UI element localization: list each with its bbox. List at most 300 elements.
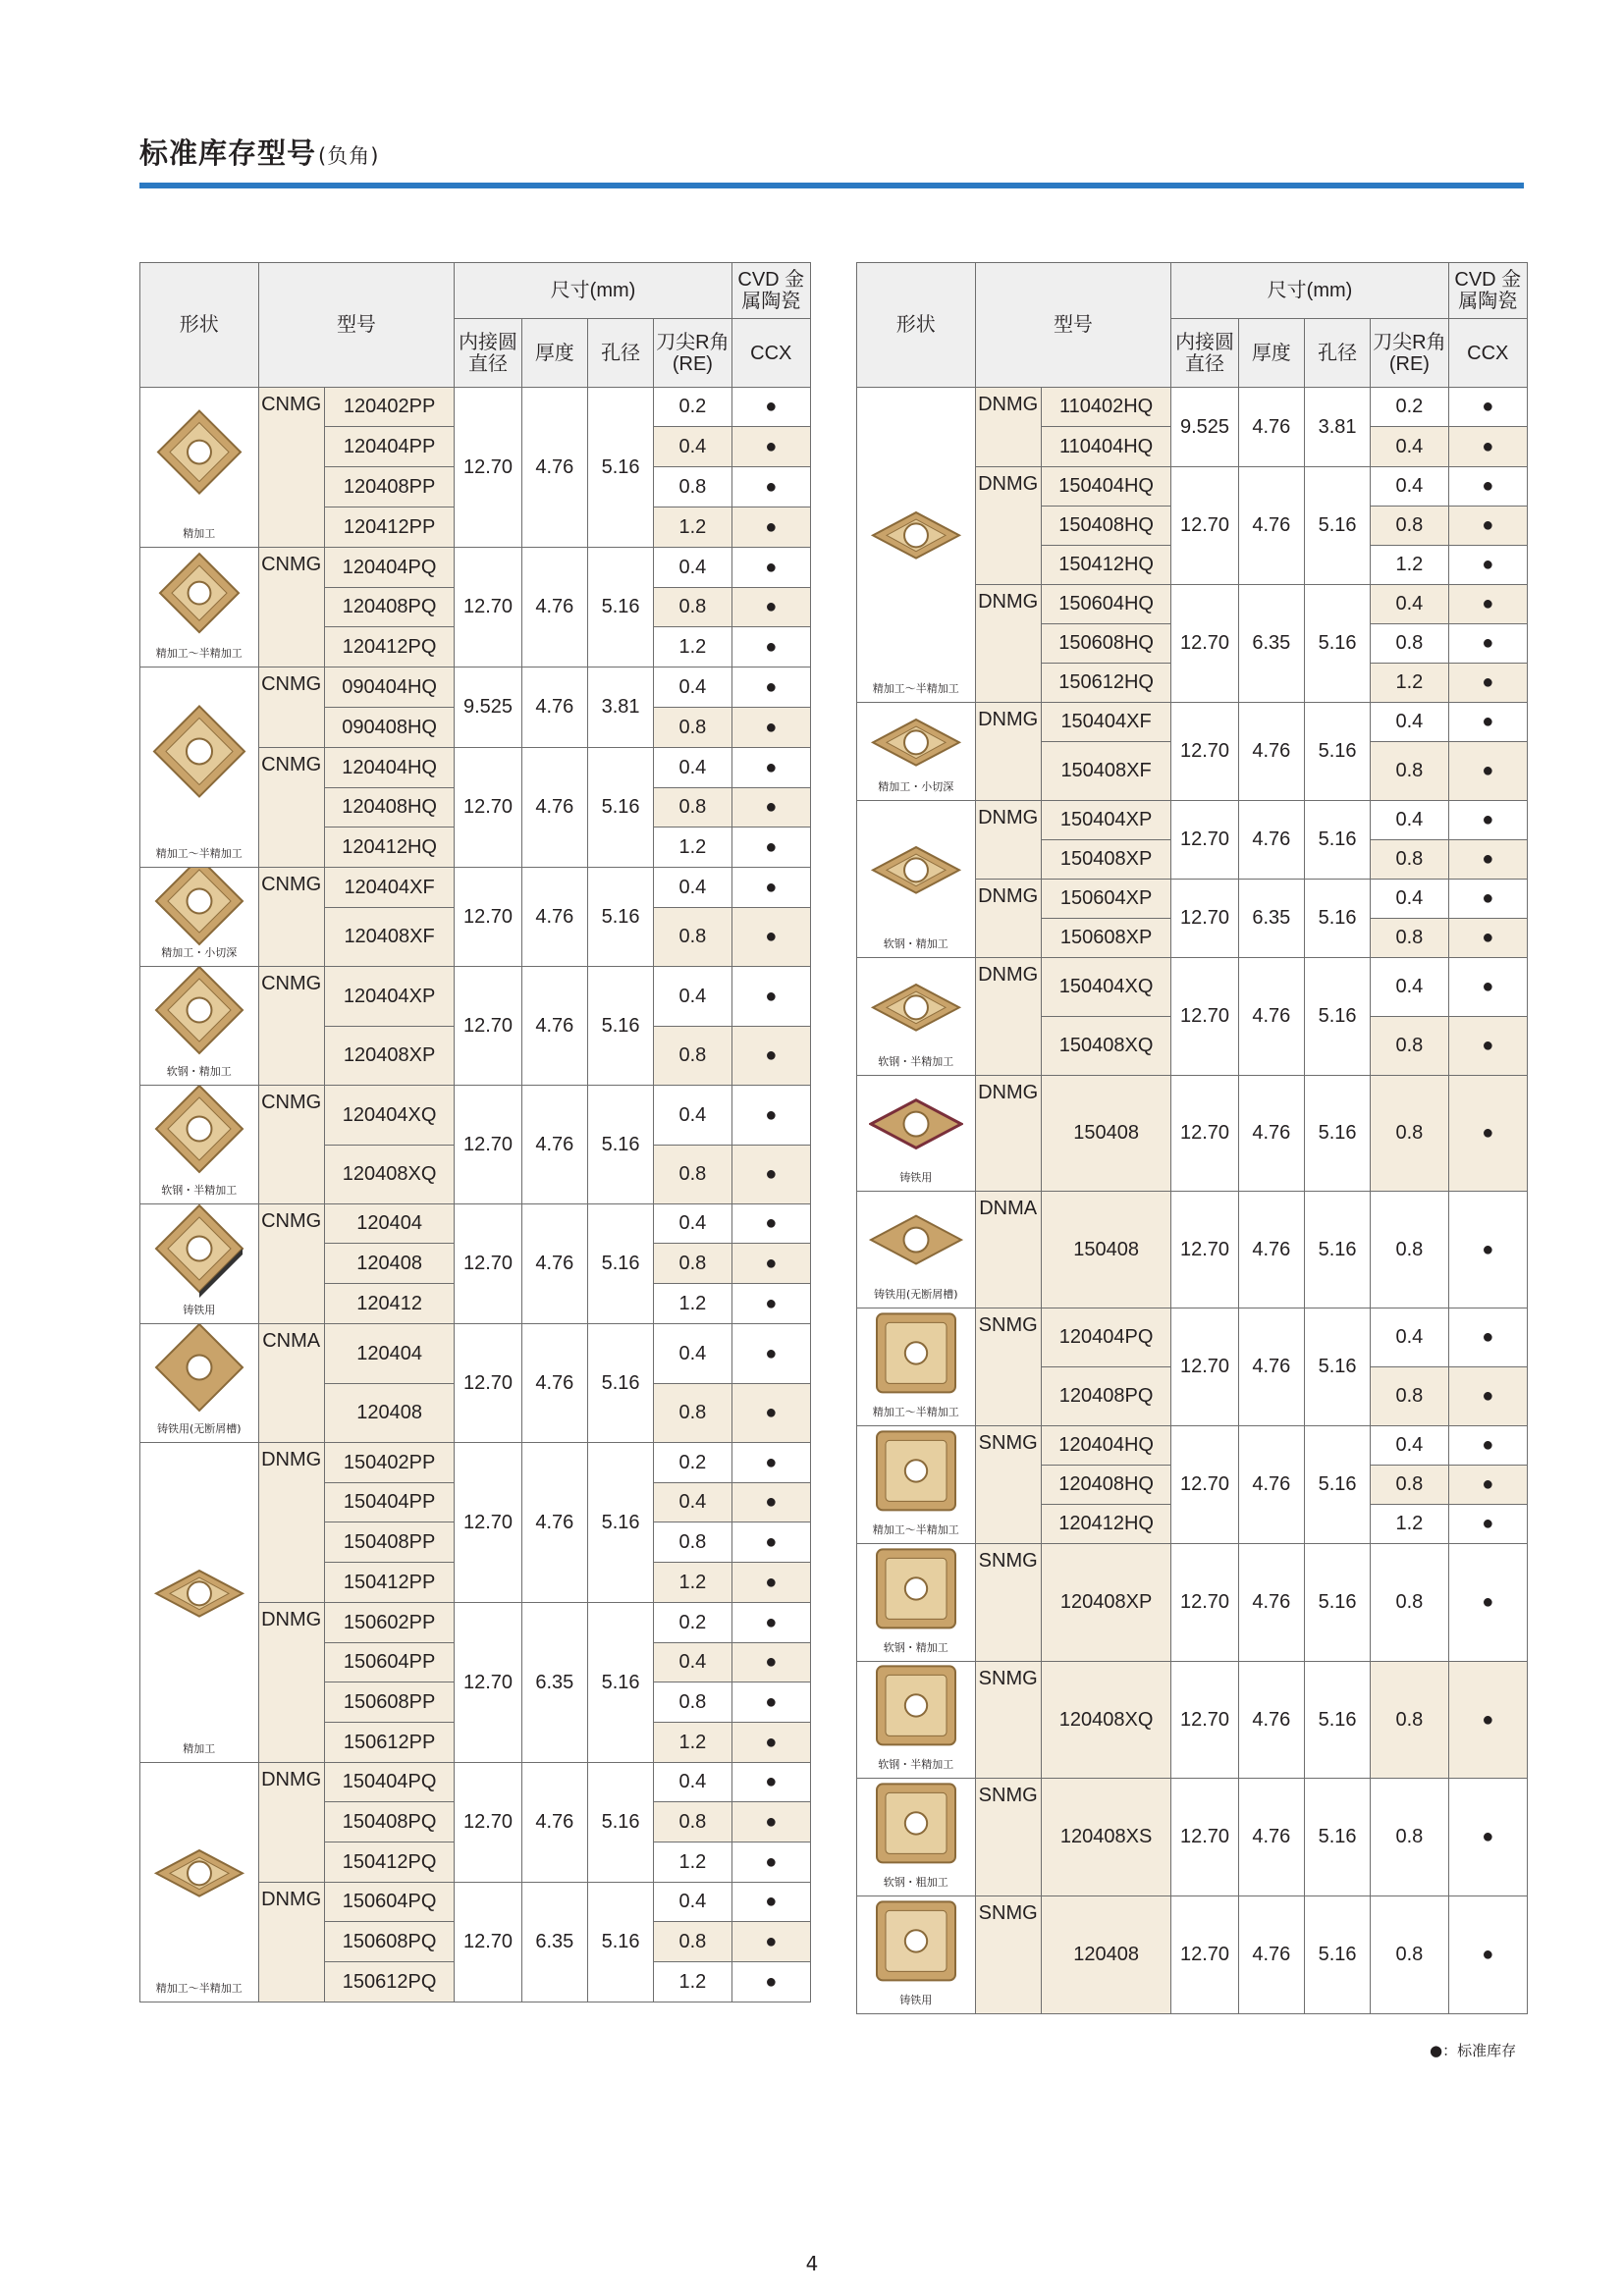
model-code: 120408 xyxy=(324,1244,455,1284)
insert-icon xyxy=(154,407,244,502)
model-prefix: DNMG xyxy=(975,801,1041,880)
stock-dot: ● xyxy=(1448,919,1527,958)
hole-value: 5.16 xyxy=(1304,801,1370,880)
stock-dot: ● xyxy=(731,548,810,588)
model-code: 150404XF xyxy=(1041,703,1171,742)
thickness-value: 4.76 xyxy=(1238,1308,1304,1426)
stock-dot: ● xyxy=(731,507,810,548)
model-code: 150412PQ xyxy=(324,1842,455,1883)
model-code: 090404HQ xyxy=(324,667,455,708)
table-row xyxy=(140,967,811,1027)
insert-icon xyxy=(152,1086,246,1181)
stock-dot: ● xyxy=(731,1922,810,1962)
model-prefix: DNMA xyxy=(975,1192,1041,1308)
stock-dot: ● xyxy=(1448,467,1527,507)
hole-value: 5.16 xyxy=(1304,1779,1370,1896)
shape-caption: 精加工～半精加工 xyxy=(155,1982,243,1995)
model-code: 120408PP xyxy=(324,467,455,507)
hole-value: 5.16 xyxy=(587,967,653,1086)
insert-icon xyxy=(152,1324,246,1419)
table-row xyxy=(857,1308,1528,1367)
insert-icon xyxy=(874,1310,958,1399)
radius-value: 0.8 xyxy=(1371,1466,1448,1505)
radius-value: 0.8 xyxy=(654,1922,731,1962)
stock-dot: ● xyxy=(731,1027,810,1086)
model-prefix: CNMG xyxy=(258,868,324,967)
model-code: 120402PP xyxy=(324,388,455,427)
model-code: 150612PP xyxy=(324,1723,455,1763)
model-code: 150604PP xyxy=(324,1643,455,1682)
stock-dot: ● xyxy=(1448,1505,1527,1544)
table-row xyxy=(140,1443,811,1483)
model-code: 120408PQ xyxy=(1041,1367,1171,1426)
thickness-value: 4.76 xyxy=(521,967,587,1086)
shape-cell xyxy=(857,1192,976,1308)
radius-value: 0.4 xyxy=(1371,427,1448,467)
insert-icon xyxy=(152,967,246,1062)
shape-caption: 精加工～半精加工 xyxy=(872,1523,959,1536)
model-code: 150612PQ xyxy=(324,1962,455,2002)
radius-value: 0.2 xyxy=(654,388,731,427)
shape-cell xyxy=(140,1443,259,1763)
model-prefix: DNMG xyxy=(975,703,1041,801)
hole-value: 5.16 xyxy=(1304,467,1370,585)
ic-value: 12.70 xyxy=(1171,1076,1238,1192)
model-code: 120412PP xyxy=(324,507,455,548)
model-prefix: CNMG xyxy=(258,548,324,667)
stock-dot: ● xyxy=(731,1603,810,1643)
header-shape: 形状 xyxy=(140,263,259,388)
shape-cell xyxy=(857,703,976,801)
stock-dot: ● xyxy=(731,627,810,667)
model-prefix: DNMG xyxy=(975,1076,1041,1192)
stock-dot: ● xyxy=(1448,664,1527,703)
insert-icon xyxy=(871,845,961,899)
thickness-value: 4.76 xyxy=(1238,467,1304,585)
radius-value: 0.4 xyxy=(1371,801,1448,840)
radius-value: 1.2 xyxy=(654,627,731,667)
table-row xyxy=(140,868,811,908)
hole-value: 5.16 xyxy=(587,748,653,868)
stock-dot: ● xyxy=(1448,1896,1527,2014)
table-row xyxy=(857,1192,1528,1308)
radius-value: 0.8 xyxy=(1371,1662,1448,1779)
shape-cell xyxy=(140,967,259,1086)
model-code: 150404XP xyxy=(1041,801,1171,840)
thickness-value: 4.76 xyxy=(521,1204,587,1324)
hole-value: 5.16 xyxy=(1304,1544,1370,1662)
stock-dot: ● xyxy=(1448,427,1527,467)
stock-dot: ● xyxy=(731,1763,810,1802)
model-code: 150408XP xyxy=(1041,840,1171,880)
ic-value: 12.70 xyxy=(1171,703,1238,801)
radius-value: 0.4 xyxy=(654,1204,731,1244)
insert-icon xyxy=(152,1204,246,1300)
radius-value: 0.8 xyxy=(1371,1192,1448,1308)
header-grade-ccx: CCX xyxy=(1448,319,1527,388)
hole-value: 5.16 xyxy=(587,1603,653,1763)
page-subtitle: (负角) xyxy=(318,144,380,168)
model-code: 120408XP xyxy=(324,1027,455,1086)
stock-dot: ● xyxy=(731,1522,810,1563)
header-thickness: 厚度 xyxy=(1238,319,1304,388)
ic-value: 12.70 xyxy=(1171,467,1238,585)
radius-value: 0.4 xyxy=(1371,703,1448,742)
thickness-value: 4.76 xyxy=(1238,1779,1304,1896)
table-row xyxy=(140,667,811,708)
stock-dot: ● xyxy=(1448,742,1527,801)
radius-value: 0.4 xyxy=(654,548,731,588)
thickness-value: 4.76 xyxy=(521,1324,587,1443)
stock-dot: ● xyxy=(1448,1308,1527,1367)
title-rule xyxy=(139,183,1524,188)
model-prefix: SNMG xyxy=(975,1662,1041,1779)
radius-value: 0.8 xyxy=(1371,840,1448,880)
thickness-value: 4.76 xyxy=(1238,1426,1304,1544)
stock-dot: ● xyxy=(731,788,810,828)
model-code: 120408XQ xyxy=(324,1146,455,1204)
header-grade-group: CVD 金属陶瓷 xyxy=(731,263,810,319)
insert-icon xyxy=(150,702,248,804)
table-row xyxy=(857,801,1528,840)
insert-icon xyxy=(871,510,961,564)
radius-value: 0.2 xyxy=(1371,388,1448,427)
shape-caption: 精加工 xyxy=(183,1742,216,1755)
model-code: 120408HQ xyxy=(1041,1466,1171,1505)
model-code: 120404XP xyxy=(324,967,455,1027)
table-row xyxy=(857,1896,1528,2014)
radius-value: 0.8 xyxy=(1371,919,1448,958)
radius-value: 0.8 xyxy=(654,708,731,748)
radius-value: 0.2 xyxy=(654,1443,731,1483)
shape-cell xyxy=(140,667,259,868)
ic-value: 9.525 xyxy=(455,667,521,748)
stock-dot: ● xyxy=(1448,388,1527,427)
thickness-value: 4.76 xyxy=(521,1086,587,1204)
model-code: 120404PQ xyxy=(324,548,455,588)
shape-caption: 软钢・精加工 xyxy=(883,1641,948,1654)
radius-value: 0.4 xyxy=(654,1643,731,1682)
radius-value: 1.2 xyxy=(1371,1505,1448,1544)
shape-cell xyxy=(857,958,976,1076)
hole-value: 3.81 xyxy=(587,667,653,748)
model-code: 120408XF xyxy=(324,908,455,967)
stock-dot: ● xyxy=(731,1842,810,1883)
model-code: 150604PQ xyxy=(324,1883,455,1922)
stock-dot: ● xyxy=(731,388,810,427)
model-code: 120408 xyxy=(1041,1896,1171,2014)
ic-value: 12.70 xyxy=(455,967,521,1086)
table-row xyxy=(857,1426,1528,1466)
stock-dot: ● xyxy=(1448,1544,1527,1662)
model-prefix: CNMG xyxy=(258,748,324,868)
model-prefix: CNMG xyxy=(258,967,324,1086)
radius-value: 0.8 xyxy=(654,1802,731,1842)
shape-caption: 软钢・精加工 xyxy=(883,937,948,950)
model-code: 120412HQ xyxy=(324,828,455,868)
hole-value: 5.16 xyxy=(1304,1076,1370,1192)
radius-value: 0.8 xyxy=(654,1244,731,1284)
radius-value: 0.8 xyxy=(1371,624,1448,664)
shape-cell xyxy=(140,868,259,967)
shape-caption: 精加工・小切深 xyxy=(878,780,954,793)
stock-dot: ● xyxy=(731,1723,810,1763)
model-prefix: DNMG xyxy=(258,1603,324,1763)
radius-value: 1.2 xyxy=(654,1723,731,1763)
hole-value: 5.16 xyxy=(587,1443,653,1603)
radius-value: 0.4 xyxy=(654,967,731,1027)
header-grade-group: CVD 金属陶瓷 xyxy=(1448,263,1527,319)
model-code: 150408 xyxy=(1041,1076,1171,1192)
table-row xyxy=(857,1779,1528,1896)
stock-dot: ● xyxy=(731,1244,810,1284)
stock-dot: ● xyxy=(731,1483,810,1522)
model-code: 120404XQ xyxy=(324,1086,455,1146)
model-code: 150408HQ xyxy=(1041,507,1171,546)
ic-value: 12.70 xyxy=(1171,1308,1238,1426)
stock-dot: ● xyxy=(1448,546,1527,585)
model-code: 150408PP xyxy=(324,1522,455,1563)
stock-dot: ● xyxy=(731,908,810,967)
stock-dot: ● xyxy=(1448,507,1527,546)
ic-value: 12.70 xyxy=(1171,585,1238,703)
stock-dot: ● xyxy=(731,467,810,507)
radius-value: 0.8 xyxy=(1371,1544,1448,1662)
hole-value: 5.16 xyxy=(1304,585,1370,703)
shape-cell xyxy=(857,1426,976,1544)
ic-value: 12.70 xyxy=(1171,1779,1238,1896)
ic-value: 12.70 xyxy=(1171,958,1238,1076)
radius-value: 0.4 xyxy=(1371,1308,1448,1367)
header-radius: 刀尖R角 (RE) xyxy=(1371,319,1448,388)
radius-value: 0.8 xyxy=(1371,1076,1448,1192)
model-code: 120408PQ xyxy=(324,588,455,627)
shape-caption: 精加工・小切深 xyxy=(161,946,238,959)
shape-caption: 铸铁用(无断屑槽) xyxy=(873,1288,958,1301)
radius-value: 0.8 xyxy=(654,908,731,967)
radius-value: 0.4 xyxy=(654,667,731,708)
hole-value: 5.16 xyxy=(587,1324,653,1443)
model-code: 120412HQ xyxy=(1041,1505,1171,1544)
legend: ●：标准库存 xyxy=(1430,2042,1517,2059)
model-code: 150412HQ xyxy=(1041,546,1171,585)
radius-value: 0.4 xyxy=(654,1883,731,1922)
insert-icon xyxy=(152,868,246,953)
shape-cell xyxy=(140,388,259,548)
table-row xyxy=(140,1324,811,1384)
thickness-value: 4.76 xyxy=(1238,1076,1304,1192)
radius-value: 1.2 xyxy=(654,1284,731,1324)
model-code: 120408HQ xyxy=(324,788,455,828)
model-prefix: SNMG xyxy=(975,1779,1041,1896)
radius-value: 0.8 xyxy=(1371,1779,1448,1896)
radius-value: 0.8 xyxy=(1371,1017,1448,1076)
shape-caption: 铸铁用 xyxy=(899,1994,933,2006)
stock-dot: ● xyxy=(731,1086,810,1146)
radius-value: 0.4 xyxy=(654,1324,731,1384)
shape-cell xyxy=(140,1204,259,1324)
shape-caption: 铸铁用 xyxy=(899,1171,933,1184)
model-code: 150408XF xyxy=(1041,742,1171,801)
thickness-value: 4.76 xyxy=(1238,388,1304,467)
ic-value: 12.70 xyxy=(1171,801,1238,880)
model-prefix: SNMG xyxy=(975,1426,1041,1544)
insert-icon xyxy=(154,1569,244,1623)
model-prefix: DNMG xyxy=(258,1883,324,2002)
radius-value: 0.8 xyxy=(1371,1896,1448,2014)
stock-dot: ● xyxy=(731,1146,810,1204)
model-code: 120404PQ xyxy=(1041,1308,1171,1367)
radius-value: 0.4 xyxy=(1371,1426,1448,1466)
model-prefix: DNMG xyxy=(975,958,1041,1076)
stock-dot: ● xyxy=(1448,1779,1527,1896)
stock-dot: ● xyxy=(731,1284,810,1324)
model-code: 150608PP xyxy=(324,1682,455,1723)
header-hole: 孔径 xyxy=(1304,319,1370,388)
hole-value: 5.16 xyxy=(587,1763,653,1883)
model-code: 120408XP xyxy=(1041,1544,1171,1662)
model-code: 110402HQ xyxy=(1041,388,1171,427)
model-code: 150408 xyxy=(1041,1192,1171,1308)
ic-value: 12.70 xyxy=(1171,1426,1238,1544)
table-row xyxy=(857,1662,1528,1779)
hole-value: 3.81 xyxy=(1304,388,1370,467)
radius-value: 1.2 xyxy=(1371,546,1448,585)
stock-dot: ● xyxy=(1448,880,1527,919)
stock-dot: ● xyxy=(1448,624,1527,664)
hole-value: 5.16 xyxy=(1304,1308,1370,1426)
shape-caption: 精加工～半精加工 xyxy=(155,847,243,860)
ic-value: 12.70 xyxy=(455,1883,521,2002)
insert-icon xyxy=(874,1546,958,1634)
shape-caption: 软钢・半精加工 xyxy=(878,1758,954,1771)
shape-caption: 精加工～半精加工 xyxy=(872,1406,959,1418)
ic-value: 12.70 xyxy=(455,1763,521,1883)
shape-cell xyxy=(857,1896,976,2014)
model-code: 150408PQ xyxy=(324,1802,455,1842)
model-code: 150404PP xyxy=(324,1483,455,1522)
model-code: 090408HQ xyxy=(324,708,455,748)
model-prefix: SNMG xyxy=(975,1308,1041,1426)
page-number: 4 xyxy=(805,2252,819,2275)
header-thickness: 厚度 xyxy=(521,319,587,388)
radius-value: 0.8 xyxy=(1371,507,1448,546)
ic-value: 12.70 xyxy=(455,388,521,548)
model-prefix: DNMG xyxy=(975,388,1041,467)
shape-cell xyxy=(857,1076,976,1192)
radius-value: 1.2 xyxy=(654,507,731,548)
model-code: 150412PP xyxy=(324,1563,455,1603)
stock-dot: ● xyxy=(731,1682,810,1723)
shape-cell xyxy=(140,1763,259,2002)
shape-caption: 铸铁用(无断屑槽) xyxy=(156,1422,242,1435)
shape-cell xyxy=(857,1662,976,1779)
model-code: 150404PQ xyxy=(324,1763,455,1802)
stock-dot: ● xyxy=(731,1802,810,1842)
table-row xyxy=(857,388,1528,427)
stock-dot: ● xyxy=(731,427,810,467)
shape-cell xyxy=(857,1544,976,1662)
model-code: 150404XQ xyxy=(1041,958,1171,1017)
radius-value: 0.4 xyxy=(1371,958,1448,1017)
header-shape: 形状 xyxy=(857,263,976,388)
model-prefix: SNMG xyxy=(975,1896,1041,2014)
radius-value: 0.4 xyxy=(1371,585,1448,624)
thickness-value: 4.76 xyxy=(521,1443,587,1603)
stock-dot: ● xyxy=(1448,801,1527,840)
stock-dot: ● xyxy=(731,1384,810,1443)
radius-value: 0.8 xyxy=(1371,742,1448,801)
ic-value: 12.70 xyxy=(1171,1192,1238,1308)
radius-value: 1.2 xyxy=(654,1842,731,1883)
shape-caption: 精加工 xyxy=(183,527,216,540)
hole-value: 5.16 xyxy=(587,868,653,967)
ic-value: 12.70 xyxy=(1171,1544,1238,1662)
stock-dot: ● xyxy=(1448,703,1527,742)
ic-value: 12.70 xyxy=(455,1443,521,1603)
thickness-value: 4.76 xyxy=(521,868,587,967)
table-row xyxy=(857,1544,1528,1662)
stock-dot: ● xyxy=(731,1883,810,1922)
hole-value: 5.16 xyxy=(1304,880,1370,958)
shape-cell xyxy=(857,388,976,703)
insert-icon xyxy=(874,1428,958,1517)
shape-caption: 软钢・半精加工 xyxy=(161,1184,238,1197)
hole-value: 5.16 xyxy=(1304,958,1370,1076)
ic-value: 12.70 xyxy=(1171,1662,1238,1779)
model-code: 120412 xyxy=(324,1284,455,1324)
stock-dot: ● xyxy=(731,667,810,708)
table-row xyxy=(140,1086,811,1146)
radius-value: 0.4 xyxy=(654,1763,731,1802)
thickness-value: 4.76 xyxy=(521,548,587,667)
header-hole: 孔径 xyxy=(587,319,653,388)
model-code: 150402PP xyxy=(324,1443,455,1483)
shape-cell xyxy=(140,1324,259,1443)
model-code: 120408XS xyxy=(1041,1779,1171,1896)
model-prefix: DNMG xyxy=(975,880,1041,958)
ic-value: 9.525 xyxy=(1171,388,1238,467)
table-row xyxy=(140,548,811,588)
model-code: 150408XQ xyxy=(1041,1017,1171,1076)
table-row xyxy=(140,1763,811,1802)
radius-value: 0.4 xyxy=(1371,880,1448,919)
model-prefix: DNMG xyxy=(258,1763,324,1883)
radius-value: 0.4 xyxy=(654,1483,731,1522)
stock-dot: ● xyxy=(731,967,810,1027)
table-row xyxy=(857,958,1528,1017)
hole-value: 5.16 xyxy=(1304,1662,1370,1779)
radius-value: 0.4 xyxy=(654,868,731,908)
stock-dot: ● xyxy=(731,1324,810,1384)
radius-value: 0.4 xyxy=(654,1086,731,1146)
radius-value: 0.8 xyxy=(654,1384,731,1443)
shape-caption: 精加工～半精加工 xyxy=(155,647,243,660)
thickness-value: 4.76 xyxy=(521,1763,587,1883)
thickness-value: 4.76 xyxy=(1238,1896,1304,2014)
stock-dot: ● xyxy=(1448,958,1527,1017)
table-row xyxy=(857,1076,1528,1192)
radius-value: 0.2 xyxy=(654,1603,731,1643)
ic-value: 12.70 xyxy=(1171,880,1238,958)
left-spec-table xyxy=(139,262,811,2002)
hole-value: 5.16 xyxy=(1304,703,1370,801)
thickness-value: 4.76 xyxy=(1238,703,1304,801)
radius-value: 0.4 xyxy=(654,748,731,788)
insert-icon xyxy=(156,550,243,640)
shape-cell xyxy=(140,548,259,667)
shape-cell xyxy=(857,801,976,958)
